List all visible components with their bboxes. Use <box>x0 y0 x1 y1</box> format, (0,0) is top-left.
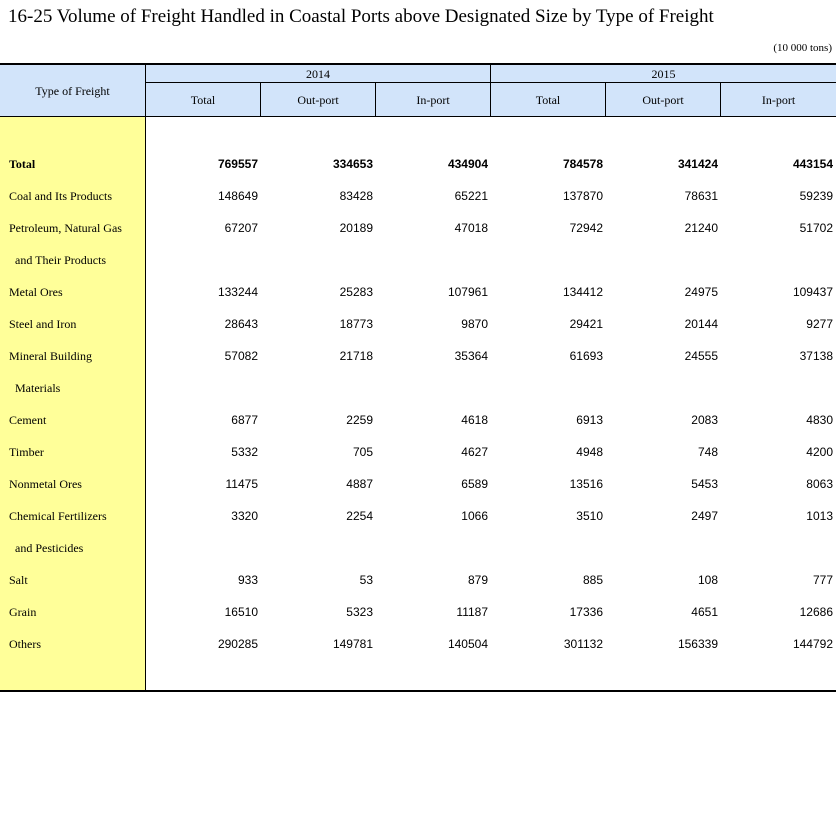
table-cell: 37138 <box>799 349 833 363</box>
year-header-2014: 2014 <box>306 66 330 81</box>
table-cell: 21718 <box>339 349 373 363</box>
row-label: Grain <box>9 605 37 619</box>
table-cell: 51702 <box>799 221 833 235</box>
freight-table <box>0 63 836 693</box>
table-cell: 1066 <box>461 509 488 523</box>
row-label: Others <box>9 637 41 651</box>
table-cell: 11475 <box>225 477 258 491</box>
table-cell: 16510 <box>224 605 258 619</box>
row-label: Total <box>9 157 36 171</box>
col-rule <box>260 83 261 117</box>
table-cell: 18773 <box>339 317 373 331</box>
table-cell: 59239 <box>799 189 833 203</box>
table-cell: 748 <box>697 445 718 459</box>
table-cell: 6913 <box>576 413 603 427</box>
table-cell: 6877 <box>231 413 258 427</box>
table-cell: 3320 <box>231 509 258 523</box>
table-cell: 4651 <box>691 605 718 619</box>
row-label: Materials <box>15 381 61 395</box>
table-cell: 2497 <box>691 509 718 523</box>
year-header-2015: 2015 <box>651 66 676 81</box>
table-cell: 24555 <box>684 349 718 363</box>
table-row <box>0 340 836 372</box>
table-cell: 29421 <box>569 317 603 331</box>
table-cell: 4830 <box>806 413 833 427</box>
table-cell: 2083 <box>691 413 718 427</box>
table-row <box>0 212 836 244</box>
col-rule <box>490 65 491 117</box>
table-cell: 777 <box>812 573 833 587</box>
table-cell: 12686 <box>799 605 833 619</box>
table-cell: 57082 <box>224 349 258 363</box>
table-cell: 108 <box>697 573 718 587</box>
table-cell: 885 <box>582 573 603 587</box>
table-cell: 879 <box>467 573 488 587</box>
unit-note: (10 000 tons) <box>773 42 832 54</box>
col-header-2014-total: Total <box>190 93 216 107</box>
row-label: Nonmetal Ores <box>9 477 82 491</box>
col-header-2015-inport: In-port <box>761 93 796 107</box>
table-cell: 1013 <box>806 509 833 523</box>
table-cell: 4948 <box>576 445 603 459</box>
table-cell: 2259 <box>346 413 373 427</box>
table-row <box>0 628 836 660</box>
table-cell: 144792 <box>792 637 833 651</box>
table-cell: 2254 <box>346 509 373 523</box>
table-cell: 4887 <box>346 477 373 491</box>
table-cell: 784578 <box>562 157 603 171</box>
table-cell: 20144 <box>684 317 718 331</box>
table-cell: 301132 <box>563 637 603 651</box>
table-cell: 5453 <box>691 477 718 491</box>
col-header-2014-outport: Out-port <box>297 93 339 107</box>
table-cell: 21240 <box>684 221 718 235</box>
table-cell: 705 <box>352 445 373 459</box>
table-cell: 24975 <box>684 285 718 299</box>
table-cell: 9277 <box>806 317 833 331</box>
table-cell: 290285 <box>217 637 258 651</box>
row-label: Mineral Building <box>9 349 92 363</box>
table-row <box>0 180 836 212</box>
table-row <box>0 468 836 500</box>
table-cell: 25283 <box>339 285 373 299</box>
col-header-2014-inport: In-port <box>416 93 450 107</box>
table-cell: 149781 <box>332 637 373 651</box>
table-cell: 53 <box>359 573 373 587</box>
row-label: Metal Ores <box>9 285 63 299</box>
table-row <box>0 564 836 596</box>
table-cell: 334653 <box>332 157 373 171</box>
table-cell: 72942 <box>569 221 603 235</box>
table-cell: 4627 <box>461 445 488 459</box>
table-row <box>0 372 836 404</box>
row-label: Timber <box>9 445 44 459</box>
col-rule <box>605 83 606 117</box>
row-label: Coal and Its Products <box>9 189 112 203</box>
table-cell: 133244 <box>217 285 258 299</box>
row-label: Petroleum, Natural Gas <box>9 221 122 235</box>
table-cell: 8063 <box>806 477 833 491</box>
table-cell: 4618 <box>461 413 488 427</box>
table-cell: 83428 <box>339 189 373 203</box>
table-header <box>0 63 836 117</box>
table-cell: 933 <box>237 573 258 587</box>
table-cell: 67207 <box>224 221 258 235</box>
table-row <box>0 436 836 468</box>
table-cell: 4200 <box>806 445 833 459</box>
table-cell: 341424 <box>677 157 718 171</box>
table-cell: 6589 <box>461 477 488 491</box>
row-label: and Their Products <box>15 253 107 267</box>
table-cell: 17336 <box>569 605 603 619</box>
table-cell: 443154 <box>792 157 833 171</box>
table-row <box>0 276 836 308</box>
table-cell: 434904 <box>447 157 488 171</box>
row-label: and Pesticides <box>15 541 84 555</box>
row-label: Steel and Iron <box>9 317 77 331</box>
row-label: Salt <box>9 573 28 587</box>
table-cell: 61693 <box>569 349 603 363</box>
table-cell: 20189 <box>339 221 373 235</box>
table-cell: 134412 <box>562 285 603 299</box>
table-row <box>0 308 836 340</box>
table-row <box>0 596 836 628</box>
header-divider <box>146 82 836 83</box>
table-cell: 3510 <box>576 509 603 523</box>
table-bottom-rule <box>0 690 836 692</box>
table-cell: 148649 <box>217 189 258 203</box>
table-cell: 9870 <box>461 317 488 331</box>
table-cell: 13516 <box>569 477 603 491</box>
row-label: Chemical Fertilizers <box>9 509 107 523</box>
table-row <box>0 404 836 436</box>
table-row <box>0 148 836 180</box>
col-header-2015-total: Total <box>535 93 561 107</box>
table-cell: 140504 <box>447 637 488 651</box>
page-title: 16-25 Volume of Freight Handled in Coastal Ports above Designated Size by Type of Freight <box>8 6 714 27</box>
table-cell: 11187 <box>456 605 488 619</box>
row-label: Cement <box>9 413 47 427</box>
col-header-2015-outport: Out-port <box>642 93 684 107</box>
table-cell: 78631 <box>684 189 718 203</box>
table-cell: 35364 <box>454 349 488 363</box>
col-rule <box>375 83 376 117</box>
col-rule <box>145 65 146 117</box>
table-cell: 156339 <box>677 637 718 651</box>
table-cell: 65221 <box>454 189 488 203</box>
table-row <box>0 532 836 564</box>
stub-header: Type of Freight <box>35 83 110 98</box>
table-cell: 109437 <box>792 285 833 299</box>
table-cell: 28643 <box>224 317 258 331</box>
table-row <box>0 500 836 532</box>
table-row <box>0 244 836 276</box>
table-cell: 107961 <box>447 285 488 299</box>
table-cell: 5332 <box>231 445 258 459</box>
table-cell: 5323 <box>346 605 373 619</box>
table-cell: 47018 <box>454 221 488 235</box>
table-cell: 769557 <box>217 157 258 171</box>
col-rule <box>720 83 721 117</box>
table-cell: 137870 <box>562 189 603 203</box>
